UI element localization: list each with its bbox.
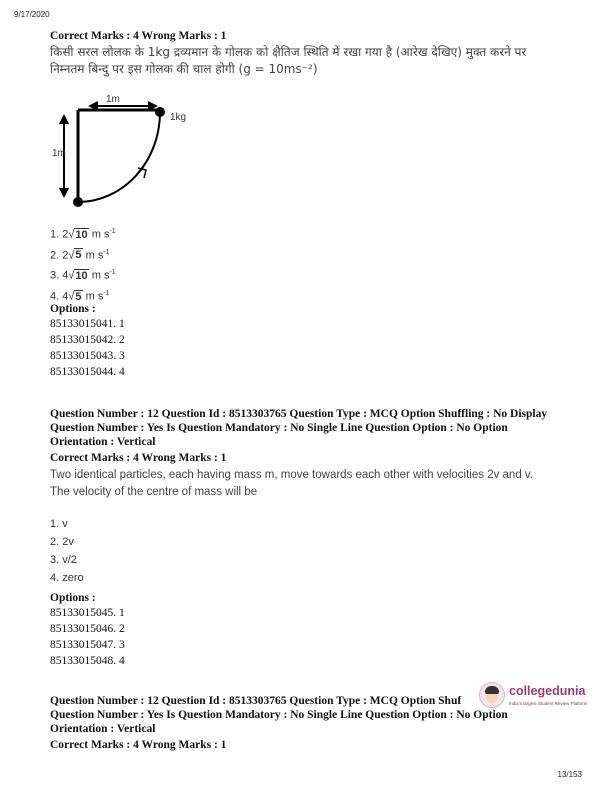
- swing-arc: [78, 112, 160, 202]
- q12-option-id: 85133015046. 2: [50, 623, 125, 635]
- q12-meta-line2: Question Number : Yes Is Question Mandatory : No Single Line Question Option : No Option: [50, 422, 508, 434]
- q12-options-label: Options :: [50, 592, 96, 604]
- label-side-length: 1m: [52, 148, 66, 159]
- q11-option-ids: [50, 302, 125, 380]
- logo-name: collegedunia: [509, 684, 586, 698]
- mascot-icon: [479, 682, 505, 708]
- pendulum-diagram: [50, 92, 200, 222]
- page-number: 13/153: [557, 770, 582, 779]
- label-top-length: 1m: [106, 94, 120, 105]
- next-meta-line2: Question Number : Yes Is Question Mandatory : No Single Line Question Option : No Option: [50, 709, 508, 721]
- q11-option-3: 3. 4√10 m $s^{-1}$: [50, 269, 116, 282]
- next-meta-line1: Question Number : 12 Question Id : 8513303765 Question Type : MCQ Option Shuf: [50, 695, 462, 707]
- q12-option-2: 2. 2v: [50, 536, 74, 548]
- q12-text-line2: The velocity of the centre of mass will be: [50, 486, 258, 498]
- pendulum-figure: [50, 92, 200, 222]
- q12-option-ids: [50, 591, 125, 669]
- q12-meta-line3: Orientation : Vertical: [50, 436, 156, 448]
- q12-option-id: 85133015047. 3: [50, 639, 125, 651]
- q11-marks: Correct Marks : 4 Wrong Marks : 1: [50, 30, 227, 42]
- q12-option-id: 85133015048. 4: [50, 655, 125, 667]
- q11-text-line2: निम्नतम बिन्दु पर इस गोलक की चाल होगी (g = 10ms⁻²): [50, 62, 318, 76]
- q11-option-id: 85133015043. 3: [50, 350, 125, 362]
- q12-question-text: [50, 467, 590, 501]
- q11-option-4: 4. 4√5 m $s^{-1}$: [50, 289, 110, 303]
- q11-option-2: 2. 2√5 m $s^{-1}$: [50, 248, 110, 262]
- next-question-meta: [50, 694, 508, 736]
- print-date: 9/17/2020: [14, 10, 50, 19]
- bob-start: [155, 107, 165, 117]
- logo-tagline: India's largest Student Review Platform: [509, 701, 588, 706]
- q12-option-4: 4. zero: [50, 572, 84, 584]
- q11-text-line1: किसी सरल लोलक के 1kg द्रव्यमान के गोलक को क्षैतिज स्थिति में रखा गया है (आरेख देखिए) मुक्त करने पर: [50, 45, 527, 59]
- q11-question-text: [50, 44, 590, 78]
- q12-meta-line1: Question Number : 12 Question Id : 8513303765 Question Type : MCQ Option Shuffling : No Display: [50, 408, 548, 420]
- bob-bottom: [73, 197, 83, 207]
- next-meta-line3: Orientation : Vertical: [50, 723, 156, 735]
- q12-text-line1: Two identical particles, each having mass m, move towards each other with velocities 2v and v.: [50, 469, 534, 481]
- q12-marks: Correct Marks : 4 Wrong Marks : 1: [50, 452, 227, 464]
- q11-option-id: 85133015044. 4: [50, 366, 125, 378]
- arrow-up-icon: [59, 114, 69, 124]
- collegedunia-logo: [479, 680, 599, 720]
- q12-meta: [50, 407, 547, 449]
- q12-option-id: 85133015045. 1: [50, 607, 125, 619]
- q12-options: [50, 515, 84, 587]
- q11-option-1: 1. 2√10 m $s^{-1}$: [50, 228, 116, 241]
- q12-option-1: 1. v: [50, 518, 68, 530]
- q11-option-id: 85133015041. 1: [50, 318, 125, 330]
- q11-option-id: 85133015042. 2: [50, 334, 125, 346]
- next-question-marks: Correct Marks : 4 Wrong Marks : 1: [50, 739, 227, 751]
- label-mass: 1kg: [170, 112, 187, 123]
- q11-options: [50, 223, 116, 306]
- q11-options-label: Options :: [50, 303, 96, 315]
- q12-option-3: 3. v/2: [50, 554, 77, 566]
- arrow-down-icon: [59, 188, 69, 198]
